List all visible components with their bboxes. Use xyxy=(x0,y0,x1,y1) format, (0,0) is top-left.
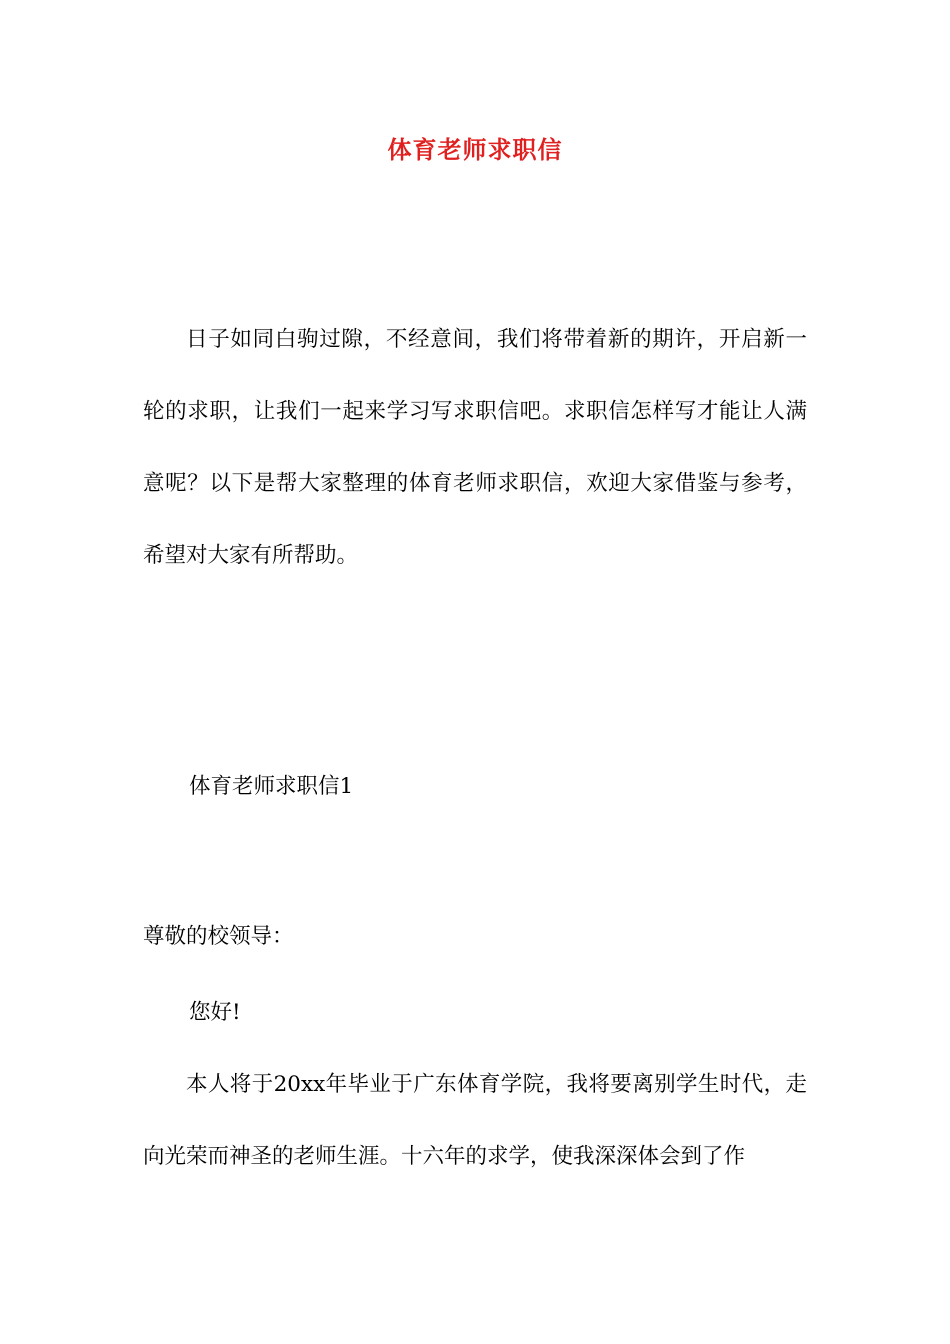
section-heading: 体育老师求职信1 xyxy=(189,774,354,799)
salutation: 尊敬的校领导： xyxy=(143,924,294,949)
intro-paragraph: 日子如同白驹过隙，不经意间，我们将带着新的期许，开启新一轮的求职，让我们一起来学习写求职信吧。求职信怎样写才能让人满意呢？以下是帮大家整理的体育老师求职信，欢迎大家借鉴与参考，希望对大家有所帮助。 xyxy=(143,327,807,568)
body-paragraph: 本人将于20xx年毕业于广东体育学院，我将要离别学生时代，走向光荣而神圣的老师生涯。十六年的求学，使我深深体会到了作 xyxy=(143,1072,807,1169)
greeting: 您好! xyxy=(189,1000,241,1025)
document-title: 体育老师求职信 xyxy=(387,136,563,164)
